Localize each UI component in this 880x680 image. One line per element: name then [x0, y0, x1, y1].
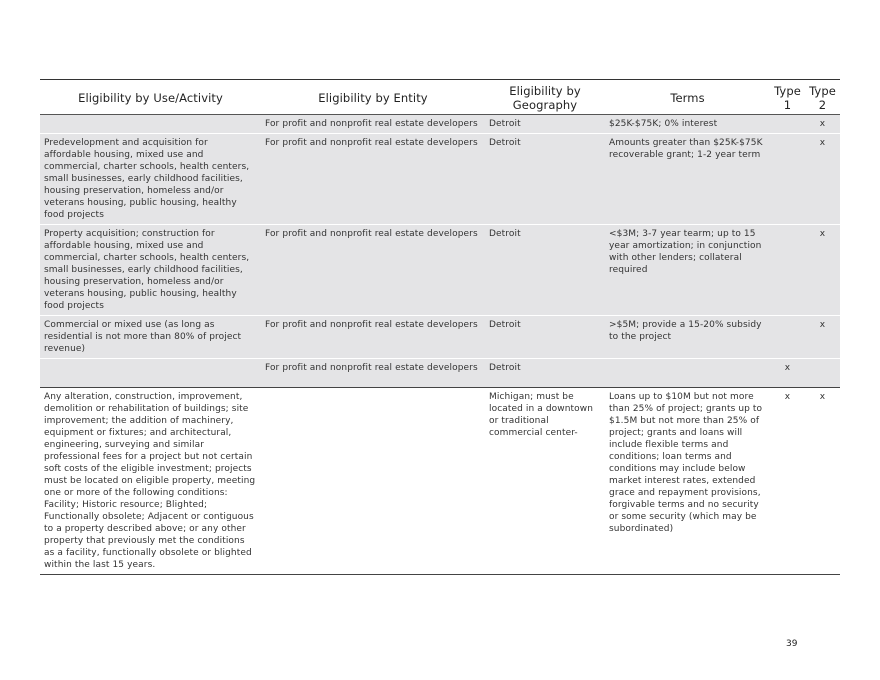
- cell-geography: Detroit: [485, 134, 605, 225]
- cell-use: [40, 115, 261, 134]
- eligibility-table: [40, 79, 840, 575]
- cell-type2: x: [805, 134, 840, 225]
- cell-terms: <$3M; 3-7 year tearm; up to 15 year amortization; in conjunction with other lenders; collateral required: [605, 225, 770, 316]
- cell-type1: x: [770, 388, 805, 575]
- cell-use: Any alteration, construction, improvement, demolition or rehabilitation of buildings; site improvement; the addition of machinery, equipment or fixtures; and architectural, engineering, surveying and similar professional fees for a project but not certain soft costs of the eligible investment; projects must be located on eligible property, meeting one or more of the following conditions: Facility; Historic resource; Blighted; Functionally obsolete; Adjacent or contiguous to a property described above; or any other property that previously met the conditions as a facility, functionally obsolete or blighted within the last 15 years.: [40, 388, 261, 575]
- cell-type2: [805, 359, 840, 388]
- cell-geography: Detroit: [485, 316, 605, 359]
- cell-use: [40, 359, 261, 388]
- cell-type2: x: [805, 225, 840, 316]
- cell-type2: x: [805, 316, 840, 359]
- cell-terms: >$5M; provide a 15-20% subsidy to the project: [605, 316, 770, 359]
- table-row: [40, 359, 840, 388]
- header-use-activity: Eligibility by Use/Activity: [78, 90, 223, 105]
- cell-entity: For profit and nonprofit real estate developers: [261, 115, 485, 134]
- header-entity: Eligibility by Entity: [318, 90, 428, 105]
- cell-use: Property acquisition; construction for affordable housing, mixed use and commercial, charter schools, health centers, small businesses, early childhood facilities, housing preservation, homeless and/or veterans housing, public housing, healthy food projects: [40, 225, 261, 316]
- cell-type2: x: [805, 388, 840, 575]
- cell-use: Predevelopment and acquisition for affordable housing, mixed use and commercial, charter schools, health centers, small businesses, early childhood facilities, housing preservation, homeless and/or veterans housing, public housing, healthy food projects: [40, 134, 261, 225]
- cell-geography: Detroit: [485, 225, 605, 316]
- page-number: 39: [786, 639, 798, 649]
- header-terms: Terms: [670, 90, 705, 105]
- cell-entity: [261, 388, 485, 575]
- header-geography: Eligibility by Geography: [509, 83, 581, 112]
- cell-entity: For profit and nonprofit real estate developers: [261, 316, 485, 359]
- cell-terms: [605, 359, 770, 388]
- cell-type1: [770, 316, 805, 359]
- table-row: [40, 388, 840, 575]
- cell-entity: For profit and nonprofit real estate developers: [261, 134, 485, 225]
- cell-geography: Detroit: [485, 115, 605, 134]
- cell-terms: Loans up to $10M but not more than 25% of project; grants up to $1.5M but not more than 25% of project; grants and loans will include flexible terms and conditions; loan terms and conditions may include below market interest rates, extended grace and repayment provisions, forgivable terms and no security or some security (which may be subordinated): [605, 388, 770, 575]
- cell-geography: Detroit: [485, 359, 605, 388]
- cell-type1: x: [770, 359, 805, 388]
- header-type2: Type 2: [809, 83, 836, 112]
- table-row: [40, 316, 840, 359]
- table-header-row: [40, 80, 840, 115]
- cell-terms: $25K-$75K; 0% interest: [605, 115, 770, 134]
- cell-entity: For profit and nonprofit real estate developers: [261, 359, 485, 388]
- cell-type1: [770, 115, 805, 134]
- table-row: [40, 225, 840, 316]
- cell-terms: Amounts greater than $25K-$75K recoverable grant; 1-2 year term: [605, 134, 770, 225]
- cell-type1: [770, 225, 805, 316]
- cell-type1: [770, 134, 805, 225]
- table-row: [40, 115, 840, 134]
- cell-entity: For profit and nonprofit real estate developers: [261, 225, 485, 316]
- cell-type2: x: [805, 115, 840, 134]
- table-row: [40, 134, 840, 225]
- header-type1: Type 1: [774, 83, 801, 112]
- cell-use: Commercial or mixed use (as long as residential is not more than 80% of project revenue): [40, 316, 261, 359]
- cell-geography: Michigan; must be located in a downtown or traditional commercial center-: [485, 388, 605, 575]
